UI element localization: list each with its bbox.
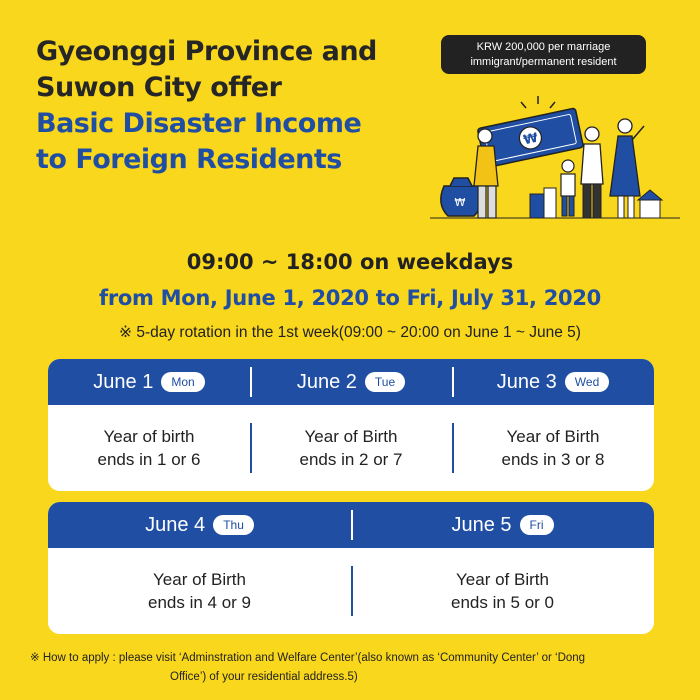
schedule-card-body [48, 405, 654, 491]
date-header-june-4 [48, 502, 351, 548]
birth-year-rule-june-3 [452, 405, 654, 491]
date-header-june-1 [48, 359, 250, 405]
date-header-june-2 [250, 359, 452, 405]
schedule-card-week-part-1 [48, 359, 654, 491]
amount-badge-line-2: immigrant/permanent resident [470, 56, 617, 68]
how-to-apply-note [30, 649, 680, 687]
svg-text:₩: ₩ [522, 130, 540, 149]
date-label: June 2 [296, 370, 357, 393]
weekday-pill: Mon [161, 372, 204, 392]
date-label: June 1 [93, 370, 154, 393]
rule-line-2: ends in 4 or 9 [147, 593, 251, 612]
birth-year-rule-june-2 [250, 405, 452, 491]
how-to-apply-line-1: ※ How to apply : please visit ‘Adminstration and Welfare Center’(also known as ‘Community Center’ or ‘Dong [30, 652, 586, 664]
svg-text:₩: ₩ [454, 196, 466, 209]
date-header-june-5 [351, 502, 654, 548]
date-header-june-3 [452, 359, 654, 405]
application-period: from Mon, June 1, 2020 to Fri, July 31, 2020 [99, 286, 601, 310]
rule-line-1: Year of Birth [304, 427, 398, 446]
headline-line-3: Basic Disaster Income [36, 108, 362, 139]
how-to-apply-line-2: Office’) of your residential address.5) [170, 671, 358, 683]
weekday-hours: 09:00 ~ 18:00 on weekdays [186, 250, 514, 274]
weekday-pill: Thu [213, 515, 254, 535]
rule-line-1: Year of Birth [506, 427, 600, 446]
schedule-card-header [48, 502, 654, 548]
weekday-pill: Fri [520, 515, 554, 535]
date-label: June 4 [145, 513, 206, 536]
weekday-pill: Tue [365, 372, 405, 392]
birth-year-rule-june-1 [48, 405, 250, 491]
rule-line-1: Year of Birth [456, 570, 549, 589]
rule-line-1: Year of Birth [153, 570, 246, 589]
rule-line-2: ends in 3 or 8 [501, 450, 605, 469]
schedule-card-header [48, 359, 654, 405]
birth-year-rule-june-5 [351, 548, 654, 634]
rule-line-2: ends in 2 or 7 [299, 450, 403, 469]
rotation-note: ※ 5-day rotation in the 1st week(09:00 ~ 20:00 on June 1 ~ June 5) [119, 324, 581, 341]
weekday-pill: Wed [565, 372, 609, 392]
headline [36, 34, 416, 178]
headline-line-1: Gyeonggi Province and [36, 36, 377, 67]
birth-year-rule-june-4 [48, 548, 351, 634]
date-label: June 3 [496, 370, 557, 393]
rule-line-1: Year of birth [103, 427, 195, 446]
schedule-card-body [48, 548, 654, 634]
rule-line-2: ends in 5 or 0 [450, 593, 554, 612]
amount-badge-line-1: KRW 200,000 per marriage [476, 41, 611, 53]
headline-line-4: to Foreign Residents [36, 144, 342, 175]
headline-line-2: Suwon City offer [36, 72, 282, 103]
date-label: June 5 [451, 513, 512, 536]
people-holding-banknote-icon [430, 96, 680, 226]
schedule-card-week-part-2 [48, 502, 654, 634]
rule-line-2: ends in 1 or 6 [97, 450, 201, 469]
amount-badge [441, 35, 646, 74]
